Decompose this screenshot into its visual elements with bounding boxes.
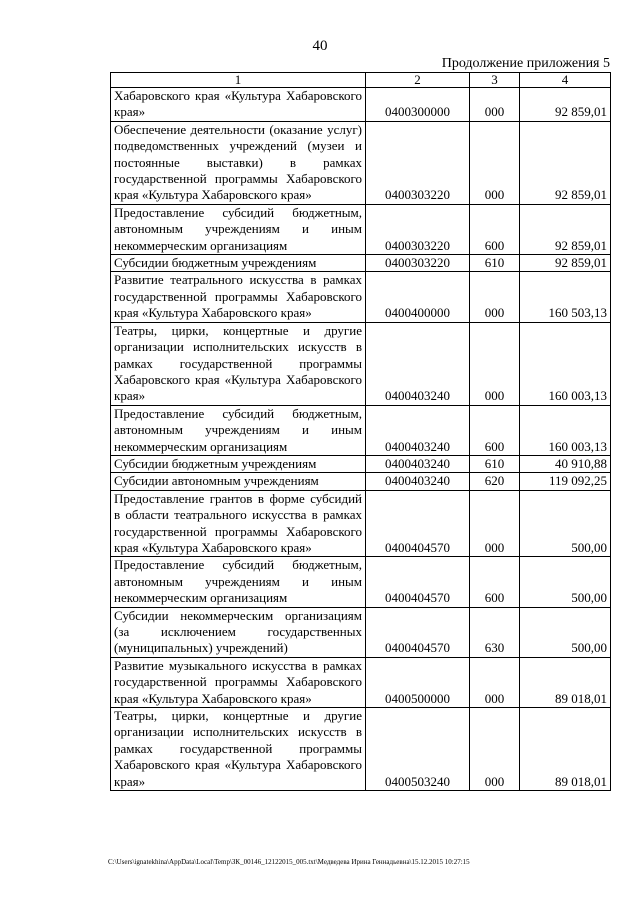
row-name: Театры, цирки, концертные и другие организации исполнительских искусств в рамках государственной программы Хабаровского края «Культура Хабаровского края»: [111, 708, 366, 791]
row-code: 0400303220: [366, 121, 470, 204]
table-row: [111, 557, 611, 607]
row-code: 0400404570: [366, 557, 470, 607]
row-sum: 92 859,01: [520, 88, 611, 122]
row-sum: 500,00: [520, 607, 611, 657]
table-row: [111, 121, 611, 204]
row-code: 0400500000: [366, 657, 470, 707]
row-code: 0400403240: [366, 405, 470, 455]
row-type: 600: [470, 204, 520, 254]
row-code: 0400403240: [366, 322, 470, 405]
header-col-1: 1: [111, 73, 366, 88]
row-name: Предоставление субсидий бюджетным, автономным учреждениям и иным некоммерческим организациям: [111, 204, 366, 254]
row-type: 000: [470, 322, 520, 405]
row-sum: 160 003,13: [520, 322, 611, 405]
row-sum: 89 018,01: [520, 657, 611, 707]
table-row: [111, 255, 611, 272]
table-row: [111, 657, 611, 707]
row-code: 0400403240: [366, 455, 470, 472]
row-sum: 500,00: [520, 490, 611, 557]
row-name: Развитие театрального искусства в рамках государственной программы Хабаровского края «Культура Хабаровского края»: [111, 272, 366, 322]
row-code: 0400400000: [366, 272, 470, 322]
row-name: Субсидии бюджетным учреждениям: [111, 455, 366, 472]
table-row: [111, 322, 611, 405]
row-type: 000: [470, 272, 520, 322]
row-type: 630: [470, 607, 520, 657]
row-name: Развитие музыкального искусства в рамках государственной программы Хабаровского края «Культура Хабаровского края»: [111, 657, 366, 707]
row-name: Субсидии некоммерческим организациям (за исключением государственных (муниципальных) учреждений): [111, 607, 366, 657]
row-code: 0400404570: [366, 490, 470, 557]
table-row: [111, 405, 611, 455]
row-sum: 92 859,01: [520, 121, 611, 204]
table-row: [111, 607, 611, 657]
row-name: Обеспечение деятельности (оказание услуг) подведомственных учреждений (музеи и постоянные выставки) в рамках государственной программы Хабаровского края «Культура Хабаровского края»: [111, 121, 366, 204]
row-code: 0400303220: [366, 255, 470, 272]
row-type: 610: [470, 255, 520, 272]
table-row: [111, 455, 611, 472]
table-row: [111, 204, 611, 254]
header-col-4: 4: [520, 73, 611, 88]
row-type: 000: [470, 121, 520, 204]
continuation-label: Продолжение приложения 5: [441, 56, 610, 71]
row-name: Предоставление субсидий бюджетным, автономным учреждениям и иным некоммерческим организациям: [111, 405, 366, 455]
row-code: 0400300000: [366, 88, 470, 122]
table-row: [111, 708, 611, 791]
row-sum: 89 018,01: [520, 708, 611, 791]
row-sum: 92 859,01: [520, 204, 611, 254]
table-header-row: [111, 73, 611, 88]
row-type: 000: [470, 490, 520, 557]
row-type: 600: [470, 405, 520, 455]
row-type: 000: [470, 88, 520, 122]
row-sum: 160 003,13: [520, 405, 611, 455]
row-type: 620: [470, 473, 520, 490]
row-type: 610: [470, 455, 520, 472]
row-name: Субсидии автономным учреждениям: [111, 473, 366, 490]
header-col-3: 3: [470, 73, 520, 88]
row-code: 0400403240: [366, 473, 470, 490]
budget-table: [110, 72, 611, 791]
row-name: Предоставление грантов в форме субсидий в области театрального искусства в рамках государственной программы Хабаровского края «Культура Хабаровского края»: [111, 490, 366, 557]
row-type: 600: [470, 557, 520, 607]
table-row: [111, 490, 611, 557]
row-code: 0400503240: [366, 708, 470, 791]
row-sum: 119 092,25: [520, 473, 611, 490]
table-row: [111, 88, 611, 122]
row-sum: 500,00: [520, 557, 611, 607]
row-sum: 40 910,88: [520, 455, 611, 472]
row-name: Хабаровского края «Культура Хабаровского края»: [111, 88, 366, 122]
row-name: Предоставление субсидий бюджетным, автономным учреждениям и иным некоммерческим организациям: [111, 557, 366, 607]
table-row: [111, 473, 611, 490]
page-number: 40: [312, 38, 328, 54]
header-col-2: 2: [366, 73, 470, 88]
row-code: 0400303220: [366, 204, 470, 254]
row-code: 0400404570: [366, 607, 470, 657]
file-path-footer: C:\Users\ignatekhina\AppData\Local\Temp\ЗК_00146_12122015_005.txt\Медведева Ирина Геннадьевна\15.12.2015 10:27:15: [108, 858, 470, 866]
row-sum: 92 859,01: [520, 255, 611, 272]
row-type: 000: [470, 657, 520, 707]
row-type: 000: [470, 708, 520, 791]
table-row: [111, 272, 611, 322]
row-name: Театры, цирки, концертные и другие организации исполнительских искусств в рамках государственной программы Хабаровского края «Культура Хабаровского края»: [111, 322, 366, 405]
row-sum: 160 503,13: [520, 272, 611, 322]
row-name: Субсидии бюджетным учреждениям: [111, 255, 366, 272]
